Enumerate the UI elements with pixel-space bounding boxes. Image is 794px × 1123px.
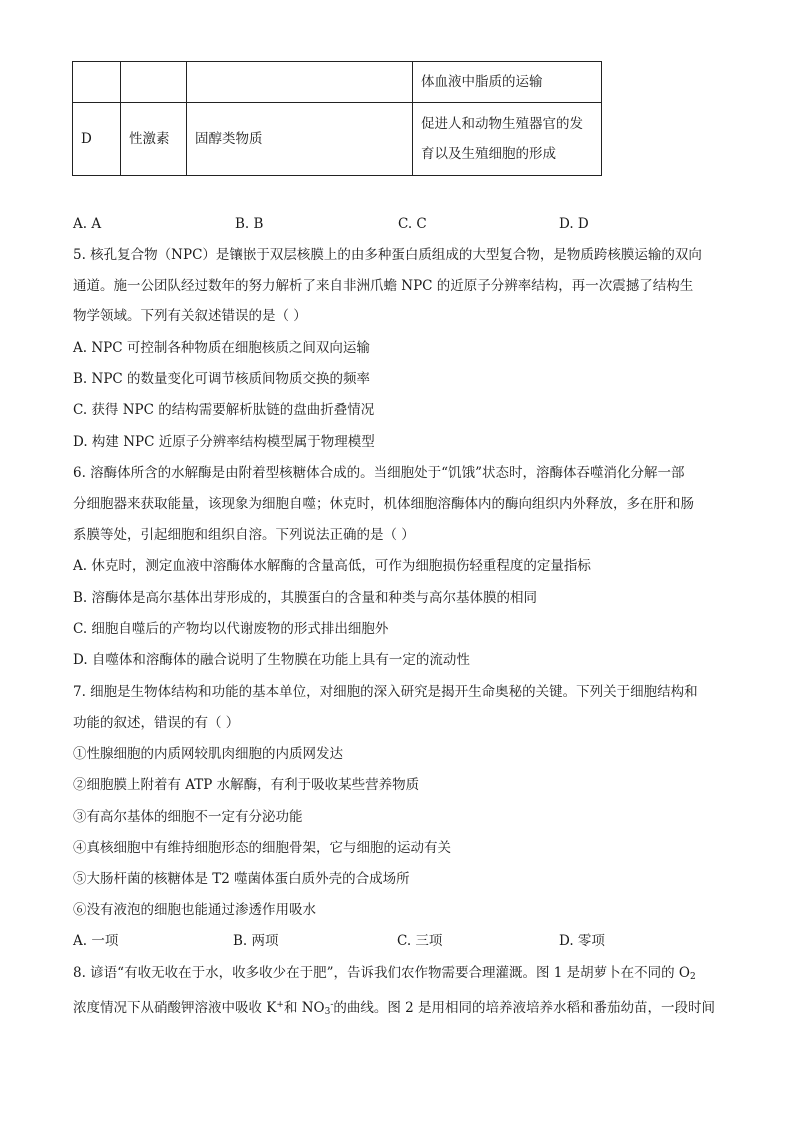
- question-4-table: [72, 61, 602, 176]
- table-cell-empty: [187, 62, 413, 103]
- table-cell-type: 固醇类物质: [187, 103, 413, 176]
- option-b[interactable]: B. NPC 的数量变化可调节核质间物质交换的频率: [73, 371, 371, 387]
- function-line: 促进人和动物生殖器官的发: [421, 116, 583, 132]
- stem-text: 8. 谚语“有收无收在于水，收多收少在于肥”，告诉我们农作物需要合理灌溉。图 1 是胡萝卜在不同的 O: [73, 965, 691, 981]
- option-d[interactable]: D. 构建 NPC 近原子分辨率结构模型属于物理模型: [73, 434, 375, 450]
- statement-3: ③有高尔基体的细胞不一定有分泌功能: [73, 809, 303, 825]
- question-8-stem: [73, 963, 696, 987]
- question-7-options: [73, 931, 733, 951]
- question-5-stem: 通道。施一公团队经过数年的努力解析了来自非洲爪蟾 NPC 的近原子分辨率结构，再一次震撼了结构生: [73, 278, 694, 294]
- function-line: 育以及生殖细胞的形成: [421, 146, 556, 162]
- question-7-stem: 功能的叙述，错误的有（ ）: [73, 715, 240, 731]
- option-a[interactable]: A. NPC 可控制各种物质在细胞核质之间双向运输: [73, 340, 370, 356]
- option-b[interactable]: B. B: [235, 216, 264, 232]
- question-7-stem: 7. 细胞是生物体结构和功能的基本单位，对细胞的深入研究是揭开生命奥秘的关键。下列关于细胞结构和: [73, 684, 698, 700]
- superscript: +: [276, 1000, 284, 1010]
- option-c[interactable]: C. C: [398, 216, 427, 232]
- table-cell-option: D: [73, 103, 121, 176]
- subscript: 3: [324, 1007, 331, 1017]
- option-a[interactable]: A. A: [73, 216, 102, 232]
- option-c[interactable]: C. 获得 NPC 的结构需要解析肽链的盘曲折叠情况: [73, 402, 375, 418]
- table-cell-name: 性激素: [121, 103, 187, 176]
- table-row-continued: [73, 62, 602, 103]
- option-a[interactable]: A. 休克时，测定血液中溶酶体水解酶的含量高低，可作为细胞损伤轻重程度的定量指标: [73, 558, 591, 574]
- statement-4: ④真核细胞中有维持细胞形态的细胞骨架，它与细胞的运动有关: [73, 840, 451, 856]
- question-5-stem: 5. 核孔复合物（NPC）是镶嵌于双层核膜上的由多种蛋白质组成的大型复合物，是物质跨核膜运输的双向: [73, 247, 702, 263]
- option-d[interactable]: D. 零项: [559, 933, 605, 949]
- stem-text: 和 NO: [283, 1000, 325, 1016]
- table-cell-empty: [73, 62, 121, 103]
- table-cell-empty: [121, 62, 187, 103]
- stem-text: 浓度情况下从硝酸钾溶液中吸收 K: [73, 1000, 277, 1016]
- table-cell-function: 体血液中脂质的运输: [413, 62, 602, 103]
- superscript: -: [330, 1000, 334, 1010]
- statement-2: ②细胞膜上附着有 ATP 水解酶，有利于吸收某些营养物质: [73, 777, 420, 793]
- question-4-options: [73, 214, 733, 234]
- statement-5: ⑤大肠杆菌的核糖体是 T2 噬菌体蛋白质外壳的合成场所: [73, 871, 410, 887]
- option-b[interactable]: B. 溶酶体是高尔基体出芽形成的，其膜蛋白的含量和种类与高尔基体膜的相同: [73, 590, 538, 606]
- question-6-stem: 系膜等处，引起细胞和组织自溶。下列说法正确的是（ ）: [73, 527, 415, 543]
- statement-6: ⑥没有液泡的细胞也能通过渗透作用吸水: [73, 902, 316, 918]
- statement-1: ①性腺细胞的内质网较肌肉细胞的内质网发达: [73, 746, 343, 762]
- question-5-stem: 物学领域。下列有关叙述错误的是（ ）: [73, 308, 307, 324]
- option-d[interactable]: D. D: [559, 216, 589, 232]
- option-d[interactable]: D. 自噬体和溶酶体的融合说明了生物膜在功能上具有一定的流动性: [73, 652, 470, 668]
- stem-text: 的曲线。图 2 是用相同的培养液培养水稻和番茄幼苗，一段时间: [333, 1000, 716, 1016]
- table-cell-function: [413, 103, 602, 176]
- option-b[interactable]: B. 两项: [233, 933, 279, 949]
- subscript: 2: [690, 972, 696, 982]
- question-8-stem: [73, 995, 715, 1022]
- option-c[interactable]: C. 三项: [397, 933, 443, 949]
- question-6-stem: 6. 溶酶体所含的水解酶是由附着型核糖体合成的。当细胞处于“饥饿”状态时，溶酶体吞噬消化分解一部: [73, 465, 685, 481]
- option-a[interactable]: A. 一项: [73, 933, 119, 949]
- question-6-stem: 分细胞器来获取能量，该现象为细胞自噬；休克时，机体细胞溶酶体内的酶向组织内外释放，多在肝和肠: [73, 496, 694, 512]
- option-c[interactable]: C. 细胞自噬后的产物均以代谢废物的形式排出细胞外: [73, 621, 389, 637]
- table-row-d: [73, 103, 602, 176]
